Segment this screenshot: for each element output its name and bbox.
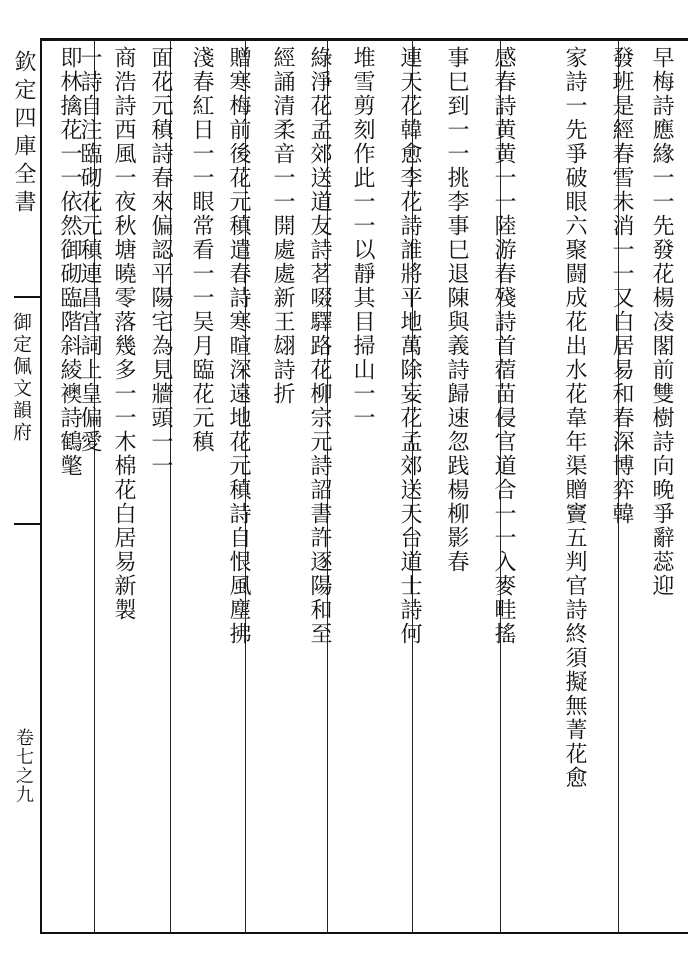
text-column-1: 早梅詩應緣一一先發花楊凌閣前雙樹詩向晚爭辭蕊迎 (649, 46, 674, 598)
bottom-border (42, 932, 688, 934)
book-series-title: 欽定四庫全書 (11, 50, 36, 218)
page-number: 卷七之九 (13, 728, 34, 804)
text-column-13: 商浩詩西風一夜秋塘曉零落幾多一一木棉花白居易新製 (111, 46, 136, 622)
text-column-14: 一詩自注臨砌花元稹連昌宫詞上皇偏愛 (77, 46, 102, 454)
text-column-4: 感春詩黄黄一一陸游春殘詩首蓿苗侵官道合一一入麥畦搖 (491, 46, 516, 646)
text-column-5: 事巳到一一挑李事巳退陳與義詩歸速忽践楊柳影春 (444, 46, 469, 574)
book-title: 御定佩文韻府 (10, 312, 32, 444)
text-column-15: 即林擒花一一依然御砌臨階斜綾襖詩鶴氅 (57, 46, 82, 478)
text-column-6: 連天花韓愈李花詩誰將平地萬除妄花孟郊送天台道士詩何 (397, 46, 422, 646)
text-column-9: 經誦清柔音一一開處處新王翃詩折 (270, 46, 295, 406)
text-column-2: 發班是經春雪未消一一又白居易和春深博弈韓 (609, 46, 634, 526)
top-border (42, 38, 688, 41)
text-column-10: 贈寒梅前後花元稹遣春詩寒暄深遠地花元稹詩自恨風塵拂 (226, 46, 251, 646)
text-column-3: 家詩一先爭破眼六聚闘成花出水花韋年渠贈竇五判官詩終須擬無菁花愈 (562, 46, 587, 790)
text-column-11: 淺春紅日一一眼常看一一吴月臨花元稹 (189, 46, 214, 454)
text-column-12: 面花元稹詩春來偏認平陽宅為見牆頭一一 (148, 46, 173, 478)
text-column-8: 綠淨花孟郊送道友詩茗啜驛路花柳宗元詩詔書許逐陽和至 (307, 46, 332, 646)
left-border (40, 38, 42, 934)
text-column-7: 堆雪剪刻作此一一以靜其目掃山一一 (350, 46, 375, 430)
page-margin (0, 0, 40, 971)
